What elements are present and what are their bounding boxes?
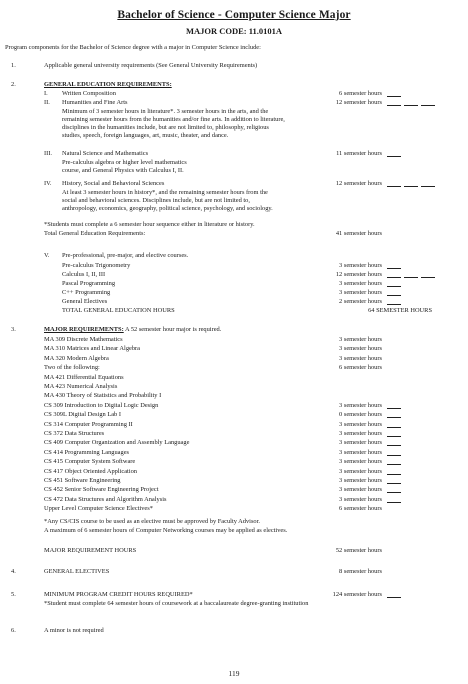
major-course-hours: 3 semester hours: [339, 345, 382, 353]
elective-label-3: Pascal Programming: [62, 280, 116, 287]
gen-ed-roman-2: II.: [44, 99, 50, 106]
major-course-hours: 3 semester hours: [339, 420, 382, 428]
gen-ed-label-2: Humanities and Fine Arts: [62, 99, 128, 106]
intro-text: Program components for the Bachelor of Science degree with a major in Computer Science include:: [5, 44, 261, 51]
gen-ed-hours-3: 11 semester hours: [336, 150, 382, 157]
gen-ed-total-hours: 41 semester hours: [335, 230, 382, 237]
section-v-number: V.: [44, 252, 50, 259]
major-course-label: Upper Level Computer Science Electives*: [44, 505, 153, 513]
gen-ed-hours-1: 6 semester hours: [339, 90, 382, 97]
section-5-number: 5.: [11, 591, 16, 598]
major-course-hours: 3 semester hours: [339, 458, 382, 466]
major-course-hours: 3 semester hours: [339, 477, 382, 484]
major-course-label: CS 415 Computer System Software: [44, 458, 136, 466]
major-course-label: CS 414 Programming Languages: [44, 448, 130, 456]
major-course-label: MA 421 Differential Equations: [44, 373, 124, 381]
elective-hours-2: 12 semester hours: [335, 271, 382, 278]
major-course-label: CS 372 Data Structures: [44, 430, 105, 437]
sequence-note: *Students must complete a 6 semester hour sequence either in literature or history.: [44, 221, 255, 228]
major-total-hours: 52 semester hours: [335, 547, 382, 554]
section-2-heading: GENERAL EDUCATION REQUIREMENTS:: [44, 81, 172, 88]
gen-ed-roman-3: III.: [44, 150, 52, 157]
major-course-label: MA 310 Matrices and Linear Algebra: [44, 345, 141, 353]
major-course-hours: 0 semester hours: [339, 411, 382, 419]
major-course-hours: 6 semester hours: [339, 505, 382, 513]
major-code: MAJOR CODE: 11.0101A: [185, 26, 283, 36]
major-course-label: CS 451 Software Engineering: [44, 477, 121, 484]
elective-label-5: General Electives: [62, 298, 108, 305]
gen-ed-label-3: Natural Science and Mathematics: [62, 150, 149, 157]
page-title: Bachelor of Science - Computer Science Major: [117, 9, 351, 21]
elective-hours-3: 3 semester hours: [339, 280, 382, 287]
section-3-heading-rest: A 52 semester hour major is required.: [124, 326, 222, 333]
general-electives-hours: 8 semester hours: [339, 568, 382, 575]
elective-hours-1: 3 semester hours: [339, 262, 382, 269]
major-course-hours: 3 semester hours: [339, 486, 382, 494]
humanities-note-1: Minimum of 3 semester hours in literature*. 3 semester hours in the arts, and the: [62, 108, 269, 115]
major-course-hours: 3 semester hours: [339, 430, 382, 437]
major-course-label: Two of the following:: [44, 364, 100, 372]
gen-ed-roman-1: I.: [44, 90, 48, 97]
section-3-heading-line: [44, 326, 221, 334]
history-note-1: At least 3 semester hours in history*, and the remaining semester hours from the: [62, 189, 268, 196]
elective-hours-4: 3 semester hours: [339, 289, 382, 296]
major-course-label: MA 430 Theory of Statistics and Probability I: [44, 392, 162, 400]
section-3-number: 3.: [11, 326, 16, 333]
section-v-heading: Pre-professional, pre-major, and elective courses.: [62, 252, 189, 259]
gen-ed-blanks-4: [384, 180, 435, 190]
history-note-3: anthropology, economics, geography, political science, psychology, and sociology.: [62, 205, 273, 212]
major-course-hours: 3 semester hours: [339, 467, 382, 475]
major-course-hours: 3 semester hours: [339, 401, 382, 409]
elective-label-2: Calculus I, II, III: [62, 271, 106, 278]
history-note-2: social and behavioral sciences. Disciplines include, but are not limited to,: [62, 197, 250, 204]
section-4-number: 4.: [11, 568, 16, 575]
elective-hours-5: 2 semester hours: [339, 298, 382, 305]
gen-ed-label-1: Written Composition: [62, 90, 116, 97]
major-course-hours: 6 semester hours: [339, 364, 382, 372]
major-note-1: *Any CS/CIS course to be used as an elective must be approved by Faculty Advisor.: [44, 518, 261, 525]
section-1-number: 1.: [11, 62, 16, 69]
major-course-label: CS 309 Introduction to Digital Logic Design: [44, 401, 159, 409]
gen-ed-total-label: Total General Education Requirements:: [44, 230, 146, 237]
elective-label-1: Pre-calculus Trigonometry: [62, 262, 131, 269]
general-electives-label: GENERAL ELECTIVES: [44, 568, 110, 575]
minimum-credit-blank: [384, 591, 401, 601]
section-2-number: 2.: [11, 81, 16, 88]
major-course-label: MA 320 Modern Algebra: [44, 354, 109, 362]
major-course-label: CS 314 Computer Programming II: [44, 420, 133, 428]
minimum-credit-hours: 124 semester hours: [332, 591, 382, 598]
major-note-2: A maximum of 6 semester hours of Computer Networking courses may be applied as electives.: [44, 527, 288, 534]
gen-ed-hours-4: 12 semester hours: [335, 180, 382, 187]
gen-ed-grand-total-label: TOTAL GENERAL EDUCATION HOURS: [62, 307, 175, 314]
major-total-label: MAJOR REQUIREMENT HOURS: [44, 547, 137, 554]
gen-ed-blanks-3: [384, 150, 401, 160]
major-course-label: CS 472 Data Structures and Algorithm Analysis: [44, 495, 167, 503]
page-number: 119: [228, 669, 240, 678]
gen-ed-grand-total-hours: 64 SEMESTER HOURS: [368, 307, 432, 314]
section-6-number: 6.: [11, 627, 16, 634]
major-course-label: CS 309L Digital Design Lab I: [44, 411, 121, 419]
science-note-1: Pre-calculus algebra or higher level mathematics: [62, 159, 187, 166]
gen-ed-blanks-2: [384, 99, 435, 109]
gen-ed-label-4: History, Social and Behavioral Sciences: [62, 180, 165, 187]
humanities-note-2: remaining semester hours from the humanities and/or fine arts. In addition to literature,: [62, 116, 285, 123]
major-course-label: CS 417 Object Oriented Application: [44, 467, 138, 475]
humanities-note-4: studies, speech, foreign languages, art, music, theater, and dance.: [62, 132, 229, 139]
gen-ed-roman-4: IV.: [44, 180, 52, 187]
major-course-hours: 3 semester hours: [339, 354, 382, 362]
major-course-label: CS 409 Computer Organization and Assembly Language: [44, 439, 190, 447]
section-1-text: Applicable general university requirements (See General University Requirements): [44, 62, 258, 69]
section-3-heading: MAJOR REQUIREMENTS:: [44, 326, 124, 333]
major-course-hours: 3 semester hours: [339, 336, 382, 343]
science-note-2: course, and General Physics with Calculus I, II.: [62, 167, 184, 174]
major-course-hours: 3 semester hours: [339, 448, 382, 456]
major-course-hours: 3 semester hours: [339, 439, 382, 447]
gen-ed-hours-2: 12 semester hours: [335, 99, 382, 106]
minimum-credit-note: *Student must complete 64 semester hours of coursework at a baccalaureate degree-granting institution: [44, 600, 309, 607]
humanities-note-3: disciplines in the humanities include, but are not limited to, philosophy, religious: [62, 124, 269, 131]
major-course-hours: 3 semester hours: [339, 495, 382, 503]
major-course-label: MA 423 Numerical Analysis: [44, 383, 118, 390]
elective-label-4: C++ Programming: [62, 289, 111, 296]
major-course-label: CS 452 Senior Software Engineering Project: [44, 486, 159, 494]
major-course-blank: [384, 496, 401, 506]
major-course-label: MA 309 Discrete Mathematics: [44, 336, 123, 343]
minimum-credit-label: MINIMUM PROGRAM CREDIT HOURS REQUIRED*: [44, 591, 193, 598]
minor-text: A minor is not required: [44, 627, 104, 634]
